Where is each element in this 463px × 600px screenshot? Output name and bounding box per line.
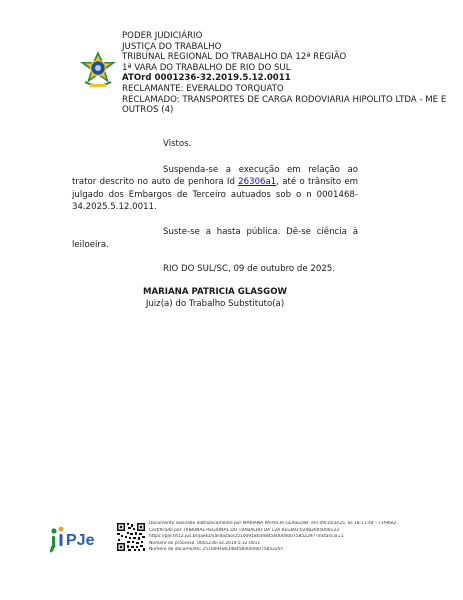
- paragraph-text: Suspenda-se a execução em relação ao trator descrito no auto de penhora Id: [72, 164, 358, 188]
- signer-role: Juiz(a) do Trabalho Substituto(a): [145, 299, 285, 310]
- paragraph-suspension: [72, 164, 358, 214]
- header-line: JUSTIÇA DO TRABALHO: [122, 41, 222, 52]
- footer-line: Certificado por TRIBUNAL REGIONAL DO TRABALHO DA 12A REGIAO:02482005000123: [149, 527, 339, 533]
- greeting: Vistos.: [163, 139, 192, 149]
- qr-code-icon: [116, 522, 146, 552]
- paragraph-text: , até o trânsito em julgado dos Embargos de Terceiro autuados sob o n 0001468-34.2025.5.12.0011.: [72, 177, 358, 213]
- signer-name: MARIANA PATRICIA GLASGOW: [142, 286, 288, 297]
- footer-line: Número do processo: 0001236-32.2019.5.12.0011: [149, 540, 261, 546]
- document-id-link[interactable]: 26306a1: [238, 177, 277, 188]
- document-body: [72, 138, 358, 311]
- signature-footer: [149, 521, 449, 554]
- header-line: PODER JUDICIÁRIO: [122, 31, 203, 41]
- header-line: 1ª VARA DO TRABALHO DE RIO DO SUL: [122, 62, 291, 73]
- pje-logo: [50, 525, 110, 555]
- coat-of-arms-emblem: [76, 50, 120, 92]
- claimant: RECLAMANTE: EVERALDO TORQUATO: [122, 83, 284, 94]
- paragraph-auction: Suste-se a hasta pública. Dê-se ciência à leiloeira.: [72, 226, 358, 250]
- place-date: RIO DO SUL/SC, 09 de outubro de 2025.: [163, 264, 335, 275]
- footer-line: Documento assinado eletronicamente por MARIANA PATRICIA GLASGOW, em 09/10/2025, às 18:11:44 - 71f96e2: [149, 521, 397, 526]
- footer-line: Número do documento: 25100918034845600000075852297: [149, 547, 284, 553]
- court-header: [122, 31, 452, 116]
- respondent: RECLAMADO: TRANSPORTES DE CARGA RODOVIARIA HIPOLITO LTDA - ME E OUTROS (4): [122, 94, 447, 116]
- header-line: TRIBUNAL REGIONAL DO TRABALHO DA 12ª REGIÃO: [122, 52, 347, 63]
- pje-logo-text: PJe: [66, 532, 95, 549]
- footer-validation-link[interactable]: https://pje.trt12.jus.br/pjekz/validacao/25100918034845600000075852297?instancia=1: [149, 534, 344, 540]
- case-number: ATOrd 0001236-32.2019.5.12.0011: [122, 73, 291, 84]
